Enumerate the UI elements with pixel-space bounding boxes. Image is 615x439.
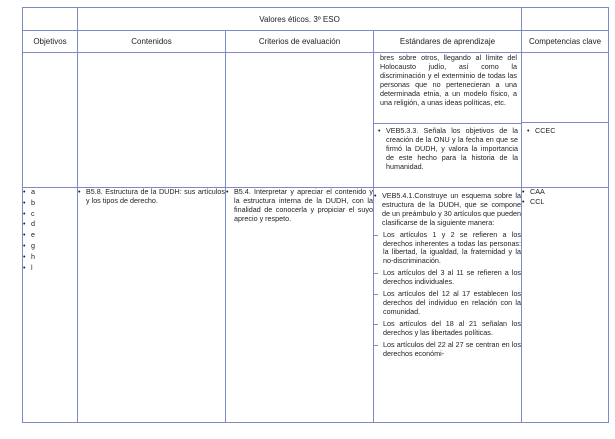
criterio-text: B5.4. Interpretar y apreciar el contenido y la estructura interna de la DUDH, con la finalidad de conocerla y propiciar el suyo aprecio y respeto. (234, 187, 373, 223)
objetivo-item: c (31, 208, 35, 218)
header-objetivos: Objetivos (23, 31, 78, 53)
header-contenidos: Contenidos (78, 31, 226, 53)
bullet: • (226, 187, 229, 196)
bullet: • (23, 230, 26, 240)
bullet: • (527, 126, 530, 135)
bullet: • (374, 191, 377, 200)
competencias-cell (522, 53, 609, 188)
objetivo-item: l (31, 262, 33, 272)
dash: – (374, 229, 378, 239)
curriculum-table (22, 7, 609, 423)
competencia-badge: CCL (530, 197, 545, 207)
bullet: • (23, 219, 26, 229)
objetivo-item: e (31, 230, 35, 240)
table-title: Valores éticos. 3º ESO (78, 8, 522, 31)
list-item: Los artículos del 22 al 27 se centran en los derechos económi- (383, 339, 522, 358)
column-header-row (23, 31, 609, 53)
dash: – (374, 289, 378, 299)
bullet: • (23, 251, 26, 261)
objetivos-cell (23, 188, 78, 423)
objetivo-item: h (31, 251, 35, 261)
estandares-cell (374, 188, 522, 423)
list-item: Los artículos del 12 al 17 establecen los derechos del individuo en relación con la comunidad. (383, 289, 522, 316)
bullet: • (378, 126, 381, 135)
competencia-badge: CCEC (535, 126, 556, 135)
objetivo-item: d (31, 219, 35, 229)
estandar-item (374, 123, 521, 187)
criterios-cell (226, 188, 374, 423)
dash: – (374, 268, 378, 278)
dash: – (374, 318, 378, 328)
estandar-continuation: bres sobre otros, llegando al límite del Holocausto judío, así como la discriminación y el exterminio de todas las personas que no pertenecieran a una determinada etnia, a un modelo físico, a una religión, a unas ideas políticas, etc. (380, 53, 518, 107)
bullet: • (23, 240, 26, 250)
list-item: Los artículos del 18 al 21 señalan los derechos y las libertades políticas. (383, 318, 522, 337)
bullet: • (522, 197, 525, 207)
title-corner-cell (522, 8, 609, 31)
list-item: Los artículos del 3 al 11 se refieren a los derechos individuales. (383, 268, 522, 287)
contenidos-cell (78, 188, 226, 423)
dash: – (374, 339, 378, 349)
title-corner-cell (23, 8, 78, 31)
estandares-cell (374, 53, 522, 188)
competencia-badge: CAA (530, 187, 545, 196)
bullet: • (522, 187, 525, 196)
competencias-cell (522, 188, 609, 423)
header-criterios: Criterios de evaluación (226, 31, 374, 53)
criterios-cell (226, 53, 374, 188)
estandar-sublist (374, 231, 521, 359)
header-competencias: Competencias clave (522, 31, 609, 53)
bullet: • (23, 187, 26, 196)
header-estandares: Estándares de aprendizaje (374, 31, 522, 53)
list-item: Los artículos 1 y 2 se refieren a los derechos inherentes a todas las personas: la libertad, la igualdad, la fraternidad y la no-discriminación. (383, 229, 522, 266)
objetivos-cell (23, 53, 78, 188)
bullet: • (23, 197, 26, 207)
objetivo-item: g (31, 240, 35, 250)
bullet: • (23, 208, 26, 218)
bullet: • (78, 187, 81, 196)
objetivo-item: b (31, 197, 35, 207)
estandar-text: VEB5.3.3. Señala los objetivos de la creación de la ONU y la fecha en que se firmó la DUDH, y valora la importancia de este hecho para la historia de la humanidad. (386, 126, 519, 171)
contenido-text: B5.8. Estructura de la DUDH: sus artículos y los tipos de derecho. (86, 187, 225, 205)
objetivo-item: a (31, 187, 35, 196)
contenidos-cell (78, 53, 226, 188)
table-title-row (23, 8, 609, 31)
estandar-text: VEB5.4.1.Construye un esquema sobre la estructura de la DUDH, que se compone de un preámbulo y 30 artículos que pueden clasificarse de la siguiente manera: (382, 191, 522, 227)
bullet: • (23, 262, 26, 272)
table-row (23, 53, 609, 188)
table-row (23, 188, 609, 423)
